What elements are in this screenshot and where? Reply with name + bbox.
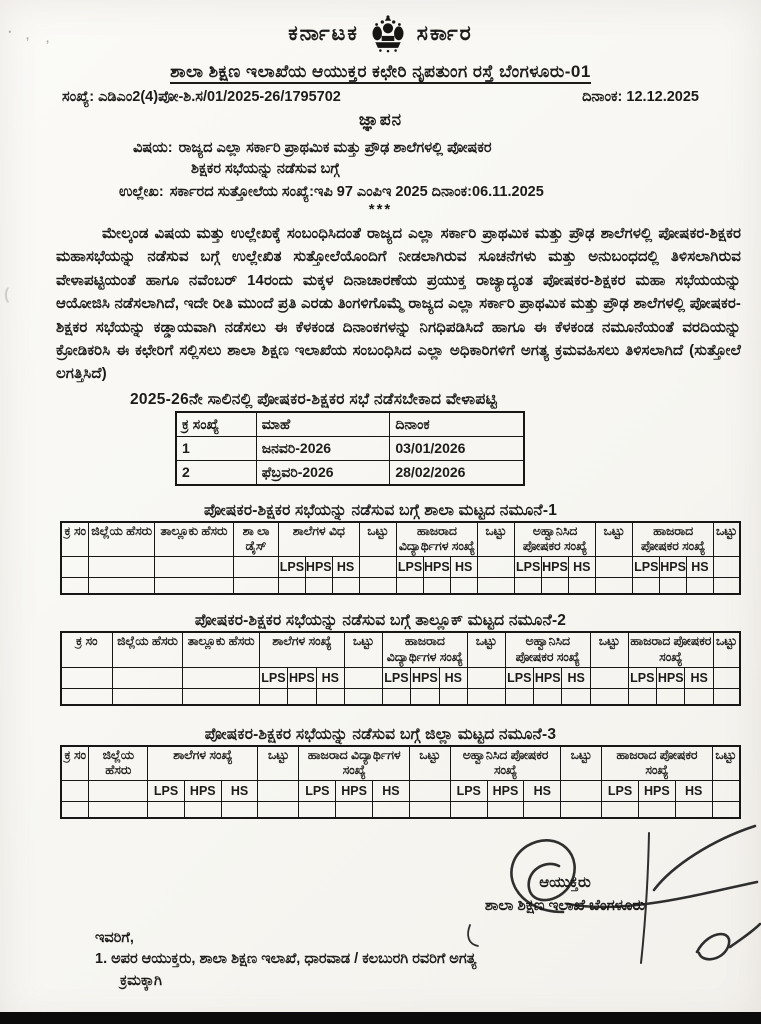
column-header-cell: ತಾಲ್ಲೂಕು ಹೆಸರು xyxy=(183,632,259,667)
blank-data-cell xyxy=(505,688,533,705)
blank-data-cell xyxy=(595,578,633,595)
blank-data-cell xyxy=(305,578,332,595)
blank-data-cell xyxy=(316,688,344,705)
empty-subrow-cell xyxy=(359,557,397,578)
column-header-cell: ಒಟ್ಟು xyxy=(467,632,505,667)
column-header-cell: ಅಹ್ವಾನಿಸಿದ ಪೋಷಕರ ಸಂಖ್ಯೆ xyxy=(515,522,595,557)
karnataka-state-emblem-icon xyxy=(369,14,407,54)
school-type-subheader-cell: HS xyxy=(450,557,477,578)
school-type-subheader-cell: HPS xyxy=(411,667,439,688)
blank-data-cell xyxy=(299,802,336,819)
school-type-subheader-cell: LPS xyxy=(505,667,533,688)
column-header-cell: ಒಟ್ಟು xyxy=(590,632,628,667)
school-type-subheader-cell: LPS xyxy=(279,557,306,578)
form3-table-container xyxy=(60,745,741,819)
column-header-cell: ಒಟ್ಟು xyxy=(561,746,602,781)
document-type-title: ಜ್ಞಾಪನ xyxy=(358,110,403,129)
school-type-subheader-cell: HPS xyxy=(656,667,684,688)
column-header-cell: ಒಟ್ಟು xyxy=(477,522,515,557)
empty-subrow-cell xyxy=(258,781,299,802)
empty-subrow-cell xyxy=(409,781,450,802)
memo-number: ಸಂಖ್ಯೆ: ಎಡಿಎಂ2(4)ಪೋ-ಶಿ.ಸ/01/2025-26/1795702 xyxy=(62,89,341,105)
blank-data-cell xyxy=(685,688,714,705)
blank-data-cell xyxy=(221,802,258,819)
table-row xyxy=(61,746,740,781)
school-type-subheader-cell: HPS xyxy=(305,557,332,578)
reference-text: ಸರ್ಕಾರದ ಸುತ್ತೋಲೆಯ ಸಂಖ್ಯೆ:ಇಪಿ 97 ಎಂಪಿಇ 2025 ದಿನಾಂಕ:06.11.2025 xyxy=(169,184,544,201)
blank-data-cell xyxy=(524,802,561,819)
empty-subrow-cell xyxy=(154,557,233,578)
blank-data-cell xyxy=(477,578,515,595)
blank-data-cell xyxy=(633,578,660,595)
blank-data-cell xyxy=(183,688,259,705)
column-header-cell: ಅಹ್ವಾನಿಸಿದ ಪೋಷಕರ ಸಂಖ್ಯೆ xyxy=(450,746,560,781)
school-type-subheader-cell: HPS xyxy=(542,557,569,578)
school-type-subheader-cell: LPS xyxy=(628,667,656,688)
column-header-cell: ಹಾಜರಾದ ವಿದ್ಯಾರ್ಥಿಗಳ ಸಂಖ್ಯೆ xyxy=(382,632,467,667)
schedule-data-cell: 1 xyxy=(176,436,256,460)
column-header-cell: ಹಾಜರಾದ ಪೋಷಕರ ಸಂಖ್ಯೆ xyxy=(633,522,714,557)
blank-data-cell xyxy=(112,688,183,705)
blank-data-cell xyxy=(515,578,542,595)
schedule-data-cell: ಫೆಬ್ರವರಿ-2026 xyxy=(256,460,390,485)
column-header-cell: ಒಟ್ಟು xyxy=(713,632,740,667)
reference-label: ಉಲ್ಲೇಖ: xyxy=(119,184,164,201)
school-type-subheader-cell: LPS xyxy=(382,667,410,688)
table-row xyxy=(61,578,740,595)
blank-data-cell xyxy=(89,578,154,595)
school-type-subheader-cell: HPS xyxy=(423,557,450,578)
school-type-subheader-cell: LPS xyxy=(397,557,424,578)
column-header-cell: ಹಾಜರಾದ ಪೋಷಕರ ಸಂಖ್ಯೆ xyxy=(602,746,712,781)
school-type-subheader-cell: HS xyxy=(332,557,359,578)
blank-data-cell xyxy=(336,802,373,819)
empty-subrow-cell xyxy=(467,667,505,688)
column-header-cell: ಶಾಲೆಗಳ ಸಂಖ್ಯೆ xyxy=(148,746,258,781)
subject-block xyxy=(119,138,721,203)
blank-data-cell xyxy=(332,578,359,595)
empty-subrow-cell xyxy=(89,781,148,802)
government-title-right: ಸರ್ಕಾರ xyxy=(416,22,473,45)
schedule-header-cell: ದಿನಾಂಕ xyxy=(390,412,524,437)
blank-data-cell xyxy=(534,688,562,705)
blank-data-cell xyxy=(638,802,675,819)
column-header-cell: ಒಟ್ಟು xyxy=(595,522,633,557)
blank-data-cell xyxy=(487,802,524,819)
school-type-subheader-cell: HPS xyxy=(660,557,687,578)
school-type-subheader-cell: HS xyxy=(685,667,714,688)
school-type-subheader-cell: HS xyxy=(373,781,410,802)
school-type-subheader-cell: HPS xyxy=(534,667,562,688)
government-title-line xyxy=(0,0,761,54)
blank-data-cell xyxy=(628,688,656,705)
blank-data-cell xyxy=(61,802,89,819)
column-header-cell: ಹಾಜರಾದ ವಿದ್ಯಾರ್ಥಿಗಳ ಸಂಖ್ಯೆ xyxy=(299,746,409,781)
school-type-subheader-cell: HPS xyxy=(184,781,221,802)
empty-subrow-cell xyxy=(112,667,183,688)
school-type-subheader-cell: HS xyxy=(687,557,714,578)
column-header-cell: ಹಾಜರಾದ ವಿದ್ಯಾರ್ಥಿಗಳ ಸಂಖ್ಯೆ xyxy=(397,522,477,557)
empty-subrow-cell xyxy=(712,781,740,802)
column-header-cell: ಕ್ರ ಸಂ xyxy=(61,632,112,667)
blank-data-cell xyxy=(562,688,590,705)
distribution-footer xyxy=(95,928,761,993)
school-type-subheader-cell: LPS xyxy=(299,781,336,802)
star-separator: *** xyxy=(368,201,393,219)
blank-data-cell xyxy=(687,578,714,595)
blank-data-cell xyxy=(359,578,397,595)
table-row xyxy=(61,802,740,819)
school-type-subheader-cell: HPS xyxy=(487,781,524,802)
blank-data-cell xyxy=(61,578,89,595)
column-header-cell: ಜಿಲ್ಲೆಯ ಹೆಸರು xyxy=(112,632,183,667)
signatory-office: ಶಾಲಾ ಶಿಕ್ಷಣ ಇಲಾಖೆ ಬೆಂಗಳೂರು xyxy=(484,897,646,915)
schedule-data-cell: ಜನವರಿ-2026 xyxy=(256,436,390,460)
column-header-cell: ಜಿಲ್ಲೆಯ ಹೆಸರು xyxy=(89,746,148,781)
report-form-table xyxy=(60,745,741,819)
blank-data-cell xyxy=(184,802,221,819)
blank-data-cell xyxy=(89,802,148,819)
table-row xyxy=(176,412,524,437)
blank-data-cell xyxy=(660,578,687,595)
empty-subrow-cell xyxy=(89,557,154,578)
scan-artifact: · xyxy=(6,23,15,40)
blank-data-cell xyxy=(675,802,712,819)
signature-block xyxy=(415,871,715,918)
report-form-table xyxy=(60,521,741,595)
blank-data-cell xyxy=(450,578,477,595)
school-type-subheader-cell: HS xyxy=(524,781,561,802)
school-type-subheader-cell: HS xyxy=(316,667,344,688)
school-type-subheader-cell: HPS xyxy=(638,781,675,802)
blank-data-cell xyxy=(712,802,740,819)
column-header-cell: ಹಾಜರಾದ ಪೋಷಕರ ಸಂಖ್ಯೆ xyxy=(628,632,713,667)
schedule-header-cell: ಕ್ರ ಸಂಖ್ಯೆ xyxy=(176,412,256,437)
footer-salutation: ಇವರಿಗೆ, xyxy=(95,929,134,946)
school-type-subheader-cell: LPS xyxy=(450,781,487,802)
empty-subrow-cell xyxy=(561,781,602,802)
table-row xyxy=(61,632,740,667)
school-type-subheader-cell: LPS xyxy=(602,781,639,802)
scan-artifact: , xyxy=(46,33,50,45)
form1-title: ಪೋಷಕರ-ಶಿಕ್ಷಕರ ಸಭೆಯನ್ನು ನಡೆಸುವ ಬಗ್ಗೆ ಶಾಲಾ ಮಟ್ಟದ ನಮೂನೆ-1 xyxy=(203,501,558,519)
school-type-subheader-cell: HS xyxy=(221,781,258,802)
table-row xyxy=(176,436,524,460)
empty-subrow-cell xyxy=(713,667,740,688)
blank-data-cell xyxy=(602,802,639,819)
column-header-cell: ಕ್ರ ಸಂ xyxy=(61,522,89,557)
subject-line2: ಶಿಕ್ಷಕರ ಸಭೆಯನ್ನು ನಡೆಸುವ ಬಗ್ಗೆ xyxy=(191,161,340,178)
office-address-line: ಶಾಲಾ ಶಿಕ್ಷಣ ಇಲಾಖೆಯ ಆಯುಕ್ತರ ಕಛೇರಿ ನೃಪತುಂಗ ರಸ್ತೆ ಬೆಂಗಳೂರು-01 xyxy=(0,62,761,82)
column-header-cell: ಒಟ್ಟು xyxy=(345,632,383,667)
empty-subrow-cell xyxy=(477,557,515,578)
column-header-cell: ಒಟ್ಟು xyxy=(409,746,450,781)
blank-data-cell xyxy=(409,802,450,819)
government-title-left: ಕರ್ನಾಟಕ xyxy=(288,22,359,45)
empty-subrow-cell xyxy=(345,667,383,688)
blank-data-cell xyxy=(233,578,278,595)
school-type-subheader-cell: LPS xyxy=(515,557,542,578)
number-date-row xyxy=(0,89,761,105)
empty-subrow-cell xyxy=(595,557,633,578)
table-row xyxy=(61,557,740,578)
column-header-cell: ಒಟ್ಟು xyxy=(712,746,740,781)
column-header-cell: ಒಟ್ಟು xyxy=(359,522,397,557)
blank-data-cell xyxy=(411,688,439,705)
scan-artifact: ( xyxy=(4,286,10,303)
column-header-cell: ಅಹ್ವಾನಿಸಿದ ಪೋಷಕರ ಸಂಖ್ಯೆ xyxy=(505,632,590,667)
empty-subrow-cell xyxy=(183,667,259,688)
schedule-header-cell: ಮಾಹೆ xyxy=(256,412,390,437)
school-type-subheader-cell: LPS xyxy=(259,667,287,688)
form2-table-container xyxy=(60,631,741,705)
blank-data-cell xyxy=(258,802,299,819)
empty-subrow-cell xyxy=(233,557,278,578)
footer-item1-continuation: ಕ್ರಮಕ್ಕಾಗಿ xyxy=(120,973,162,990)
school-type-subheader-cell: HS xyxy=(562,667,590,688)
schedule-title: 2025-26ನೇ ಸಾಲಿನಲ್ಲಿ ಪೋಷಕರ-ಶಿಕ್ಷಕರ ಸಭೆ ನಡೆಸಬೇಕಾದ ವೇಳಾಪಟ್ಟಿ xyxy=(130,390,498,408)
blank-data-cell xyxy=(467,688,505,705)
school-type-subheader-cell: HS xyxy=(568,557,595,578)
memo-body-paragraph: ಮೇಲ್ಕಂಡ ವಿಷಯ ಮತ್ತು ಉಲ್ಲೇಖಕ್ಕೆ ಸಂಬಂಧಿಸಿದಂತೆ ರಾಜ್ಯದ ಎಲ್ಲಾ ಸರ್ಕಾರಿ ಪ್ರಾಥಮಿಕ ಮತ್ತು ಪ್ರೌಢ ಶಾಲೆಗಳಲ್ಲಿ ಪೋಷಕರ-ಶಿಕ್ಷಕರ ಮಹಾಸಭೆಯನ್ನು ನಡೆಸುವ ಬಗ್ಗೆ ಉಲ್ಲೇಖಿತ ಸುತ್ತೋಲೆಯೊಂದಿಗೆ ನೀಡಲಾಗಿರುವ ಸೂಚನೆಗಳು ಮತ್ತು ಅನುಬಂಧದಲ್ಲಿ ತಿಳಿಸಲಾಗಿರುವ ವೇಳಾಪಟ್ಟಿಯಂತೆ ಹಾಗೂ ನವೆಂಬರ್ 14ರಂದು ಮಕ್ಕಳ ದಿನಾಚಾರಣೆಯ ಪ್ರಯುಕ್ತ ರಾಜ್ಯಾದ್ಯಂತ ಪೋಷಕರ-ಶಿಕ್ಷಕರ ಮಹಾ ಸಭೆಯಯನ್ನು ಆಯೋಜಿಸಿ ನಡೆಸಲಾಗಿದೆ, ಇದೇ ರೀತಿ ಮುಂದೆ ಪ್ರತಿ ಎರಡು ತಿಂಗಳಿಗೊಮ್ಮೆ ರಾಜ್ಯದ ಎಲ್ಲಾ ಸರ್ಕಾರಿ ಪ್ರಾಥಮಿಕ ಮತ್ತು ಪ್ರೌಢ ಶಾಲೆಗಳಲ್ಲಿ ಪೋಷಕರ-ಶಿಕ್ಷಕರ ಸಭೆಯನ್ನು ಕಡ್ಡಾಯವಾಗಿ ನಡೆಸಲು ಈ ಕೆಳಕಂಡ ದಿನಾಂಕಗಳನ್ನು ನಿಗಧಿಪಡಿಸಿದೆ ಹಾಗೂ ಈ ಕೆಳಕಂಡ ನಮೂನೆಯಂತೆ ವರದಿಯನ್ನು ಕ್ರೋಡಿಕರಿಸಿ ಈ ಕಛೇರಿಗೆ ಸಲ್ಲಿಸಲು ಶಾಲಾ ಶಿಕ್ಷಣ ಇಲಾಖೆಯ ಸಂಬಂಧಿಸಿದ ಎಲ್ಲಾ ಅಧಿಕಾರಿಗಳಿಗೆ ಅಗತ್ಯ ಕ್ರಮವಹಿಸಲು ತಿಳಿಸಲಾಗಿದೆ (ಸುತ್ತೋಲೆ ಲಗತ್ತಿಸಿದೆ) xyxy=(56,226,741,383)
blank-data-cell xyxy=(568,578,595,595)
scan-artifact: , xyxy=(26,30,30,42)
schedule-data-cell: 2 xyxy=(176,460,256,485)
report-form-table xyxy=(60,631,741,705)
schedule-data-cell: 03/01/2026 xyxy=(390,436,524,460)
blank-data-cell xyxy=(542,578,569,595)
column-header-cell: ಜಿಲ್ಲೆಯ ಹೆಸರು xyxy=(89,522,154,557)
blank-data-cell xyxy=(439,688,467,705)
blank-data-cell xyxy=(61,688,112,705)
schedule-table-container xyxy=(175,411,761,486)
blank-data-cell xyxy=(154,578,233,595)
subject-line1: ರಾಜ್ಯದ ಎಲ್ಲಾ ಸರ್ಕಾರಿ ಪ್ರಾಥಮಿಕ ಮತ್ತು ಪ್ರೌಢ ಶಾಲೆಗಳಲ್ಲಿ ಪೋಷಕರ xyxy=(178,140,492,156)
empty-subrow-cell xyxy=(61,557,89,578)
schedule-table xyxy=(175,411,525,486)
school-type-subheader-cell: LPS xyxy=(148,781,185,802)
blank-data-cell xyxy=(397,578,424,595)
empty-subrow-cell xyxy=(713,557,740,578)
column-header-cell: ಕ್ರ ಸಂ xyxy=(61,746,89,781)
form1-table-container xyxy=(60,521,741,595)
empty-subrow-cell xyxy=(590,667,628,688)
school-type-subheader-cell: HS xyxy=(439,667,467,688)
subject-label: ವಿಷಯ: xyxy=(133,140,173,156)
column-header-cell: ಶಾಲೆಗಳ ಸಂಖ್ಯೆ xyxy=(259,632,344,667)
column-header-cell: ಒಟ್ಟು xyxy=(713,522,740,557)
footer-item1: 1. ಅಪರ ಆಯುಕ್ತರು, ಶಾಲಾ ಶಿಕ್ಷಣ ಇಲಾಖೆ, ಧಾರವಾಡ / ಕಲಬುರಗಿ ರವರಿಗೆ ಅಗತ್ಯ xyxy=(95,951,477,968)
blank-data-cell xyxy=(656,688,684,705)
empty-subrow-cell xyxy=(61,781,89,802)
table-row xyxy=(176,460,524,485)
form2-title: ಪೋಷಕರ-ಶಿಕ್ಷಕರ ಸಭೆಯನ್ನು ನಡೆಸುವ ಬಗ್ಗೆ ತಾಲ್ಲೂಕ್ ಮಟ್ಟದ ನಮೂನೆ-2 xyxy=(194,612,567,630)
form3-title: ಪೋಷಕರ-ಶಿಕ್ಷಕರ ಸಭೆಯನ್ನು ನಡೆಸುವ ಬಗ್ಗೆ ಜಿಲ್ಲಾ ಮಟ್ಟದ ನಮೂನೆ-3 xyxy=(204,725,557,743)
blank-data-cell xyxy=(450,802,487,819)
blank-data-cell xyxy=(279,578,306,595)
table-row xyxy=(61,522,740,557)
school-type-subheader-cell: HPS xyxy=(288,667,316,688)
school-type-subheader-cell: HPS xyxy=(336,781,373,802)
blank-data-cell xyxy=(713,688,740,705)
signatory-designation: ಆಯುಕ್ತರು xyxy=(539,874,591,892)
column-header-cell: ಶಾ ಲಾ ಡೈಸ್ xyxy=(233,522,278,557)
blank-data-cell xyxy=(259,688,287,705)
schedule-data-cell: 28/02/2026 xyxy=(390,460,524,485)
blank-data-cell xyxy=(148,802,185,819)
column-header-cell: ತಾಲ್ಲೂಕು ಹೆಸರು xyxy=(154,522,233,557)
column-header-cell: ಒಟ್ಟು xyxy=(258,746,299,781)
blank-data-cell xyxy=(382,688,410,705)
blank-data-cell xyxy=(713,578,740,595)
blank-data-cell xyxy=(373,802,410,819)
scan-bottom-bar xyxy=(0,1012,761,1024)
blank-data-cell xyxy=(345,688,383,705)
column-header-cell: ಶಾಲೆಗಳ ವಿಧ xyxy=(279,522,359,557)
empty-subrow-cell xyxy=(61,667,112,688)
table-row xyxy=(61,667,740,688)
memo-date: ದಿನಾಂಕ: 12.12.2025 xyxy=(582,89,699,105)
blank-data-cell xyxy=(288,688,316,705)
blank-data-cell xyxy=(561,802,602,819)
blank-data-cell xyxy=(423,578,450,595)
blank-data-cell xyxy=(590,688,628,705)
table-row xyxy=(61,688,740,705)
table-row xyxy=(61,781,740,802)
school-type-subheader-cell: HS xyxy=(675,781,712,802)
school-type-subheader-cell: LPS xyxy=(633,557,660,578)
